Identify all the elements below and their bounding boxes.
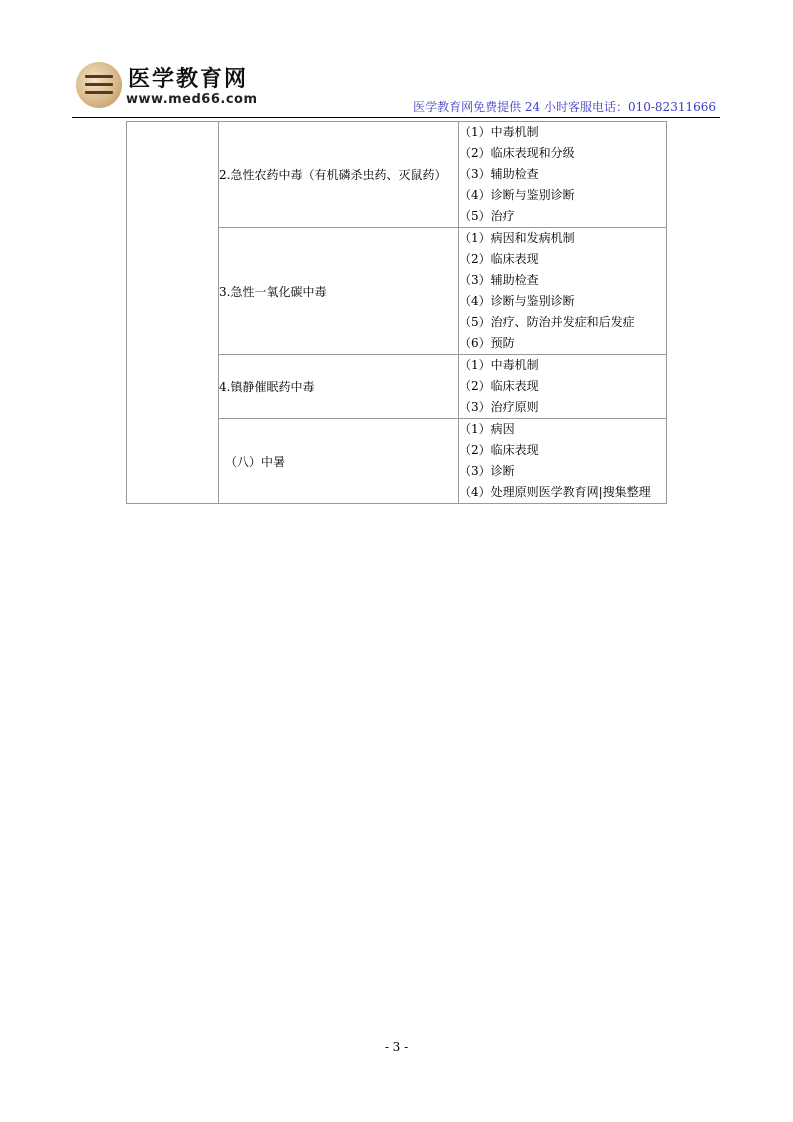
topic-cell: 4.镇静催眠药中毒 [219,355,459,419]
topic-cell: 3.急性一氧化碳中毒 [219,228,459,355]
subtopic-item: （4）诊断与鉴别诊断 [459,188,575,202]
topic-cell: （八）中暑 [219,419,459,504]
header-divider [72,117,720,118]
table-row [127,122,667,228]
subtopic-item: （5）治疗、防治并发症和后发症 [459,315,635,329]
logo-url: www.med66.com [126,92,258,107]
logo-emblem-icon [76,62,122,108]
blank-category-cell [127,122,219,504]
subtopic-list-cell [459,419,667,504]
subtopic-item: （4）处理原则医学教育网|搜集整理 [459,485,651,499]
subtopic-item: （1）中毒机制 [459,125,539,139]
logo-title: 医学教育网 [128,67,249,92]
logo [76,62,256,114]
subtopic-item: （3）治疗原则 [459,400,539,414]
subtopic-item: （1）中毒机制 [459,358,539,372]
subtopic-item: （1）病因 [459,422,515,436]
subtopic-list-cell [459,355,667,419]
page-number: - 3 - [384,1040,409,1054]
subtopic-item: （5）治疗 [459,209,515,223]
subtopic-item: （3）诊断 [459,464,515,478]
page-header [72,56,720,118]
syllabus-table [126,121,667,504]
subtopic-item: （2）临床表现 [459,443,539,457]
subtopic-item: （4）诊断与鉴别诊断 [459,294,575,308]
subtopic-item: （3）辅助检查 [459,167,539,181]
subtopic-list-cell [459,228,667,355]
subtopic-item: （2）临床表现 [459,379,539,393]
subtopic-item: （3）辅助检查 [459,273,539,287]
subtopic-item: （2）临床表现和分级 [459,146,575,160]
topic-cell: 2.急性农药中毒（有机磷杀虫药、灭鼠药） [219,122,459,228]
subtopic-list-cell [459,122,667,228]
subtopic-item: （1）病因和发病机制 [459,231,575,245]
subtopic-item: （2）临床表现 [459,252,539,266]
header-contact-note: 医学教育网免费提供 24 小时客服电话：010-82311666 [413,100,716,114]
subtopic-item: （6）预防 [459,336,515,350]
